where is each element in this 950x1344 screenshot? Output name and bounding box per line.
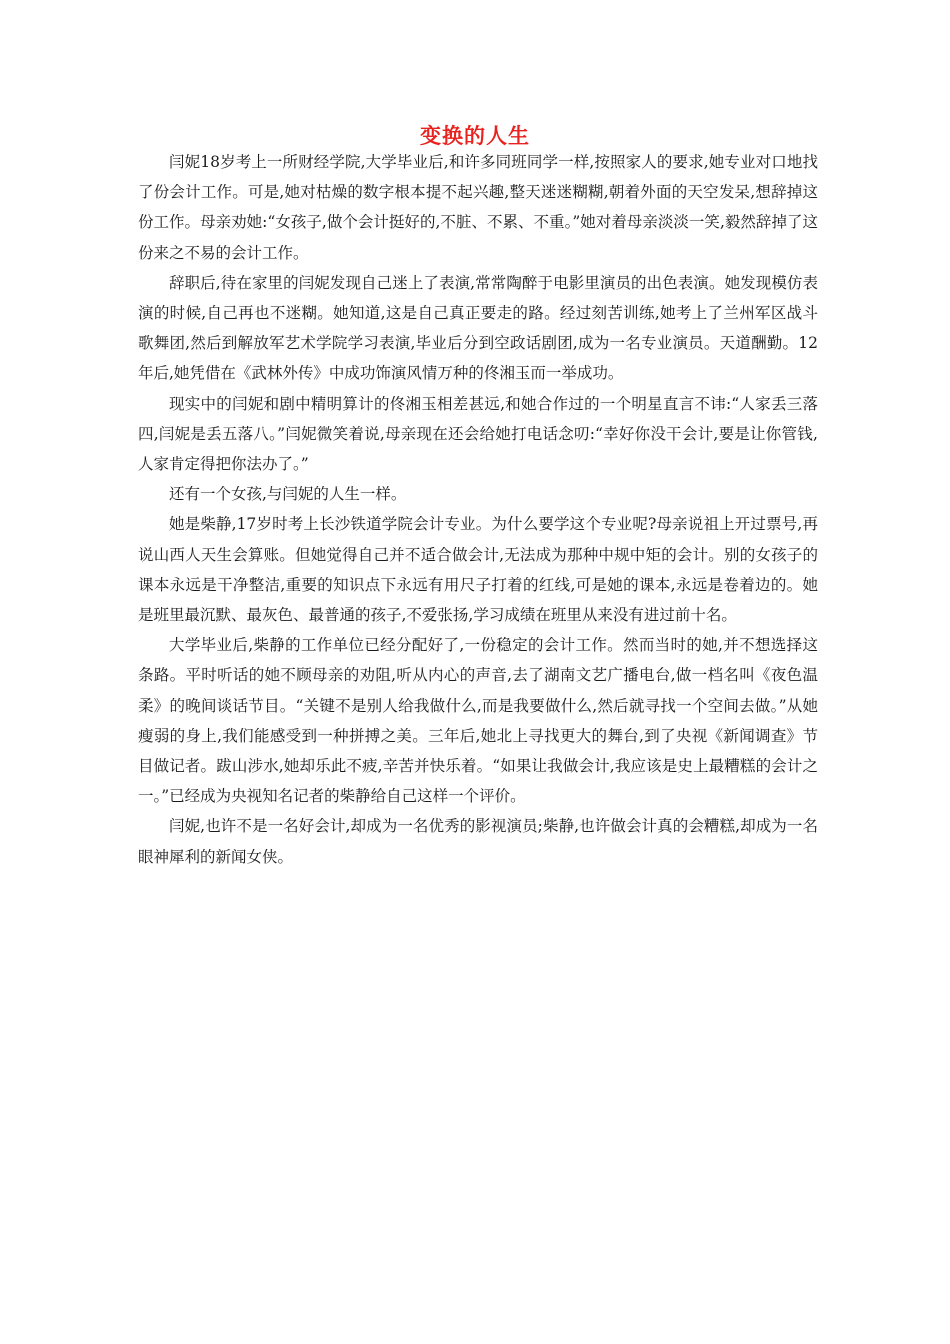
paragraph: 现实中的闫妮和剧中精明算计的佟湘玉相差甚远,和她合作过的一个明星直言不讳:“人家丢三落四,闫妮是丢五落八。”闫妮微笑着说,母亲现在还会给她打电话念叨:“幸好你没干会计,要是让你管钱,人家肯定得把你法办了。”: [138, 394, 818, 474]
paragraph: 她是柴静,17岁时考上长沙铁道学院会计专业。为什么要学这个专业呢?母亲说祖上开过票号,再说山西人天生会算账。但她觉得自己并不适合做会计,无法成为那种中规中矩的会计。别的女孩子的课本永远是干净整洁,重要的知识点下永远有用尺子打着的红线,可是她的课本,永远是卷着边的。她是班里最沉默、最灰色、最普通的孩子,不爱张扬,学习成绩在班里从来没有进过前十名。: [138, 515, 818, 625]
paragraph: 大学毕业后,柴静的工作单位已经分配好了,一份稳定的会计工作。然而当时的她,并不想选择这条路。平时听话的她不顾母亲的劝阻,听从内心的声音,去了湖南文艺广播电台,做一档名叫《夜色温柔》的晚间谈话节目。“关键不是别人给我做什么,而是我要做什么,然后就寻找一个空间去做。”从她瘦弱的身上,我们能感受到一种拼搏之美。三年后,她北上寻找更大的舞台,到了央视《新闻调查》节目做记者。跋山涉水,她却乐此不疲,辛苦并快乐着。“如果让我做会计,我应该是史上最糟糕的会计之一。”已经成为央视知名记者的柴静给自己这样一个评价。: [138, 636, 818, 806]
article-title: 变换的人生: [420, 124, 530, 148]
paragraph: 闫妮18岁考上一所财经学院,大学毕业后,和许多同班同学一样,按照家人的要求,她专业对口地找了份会计工作。可是,她对枯燥的数字根本提不起兴趣,整天迷迷糊糊,朝着外面的天空发呆,想辞掉这份工作。母亲劝她:“女孩子,做个会计挺好的,不脏、不累、不重。”她对着母亲淡淡一笑,毅然辞掉了这份来之不易的会计工作。: [138, 153, 818, 262]
article-body: [138, 147, 818, 872]
paragraph: 辞职后,待在家里的闫妮发现自己迷上了表演,常常陶醉于电影里演员的出色表演。她发现模仿表演的时候,自己再也不迷糊。她知道,这是自己真正要走的路。经过刻苦训练,她考上了兰州军区战斗歌舞团,然后到解放军艺术学院学习表演,毕业后分到空政话剧团,成为一名专业演员。天道酬勤。12年后,她凭借在《武林外传》中成功饰演风情万种的佟湘玉而一举成功。: [138, 273, 818, 383]
paragraph: 还有一个女孩,与闫妮的人生一样。: [169, 485, 407, 504]
paragraph: 闫妮,也许不是一名好会计,却成为一名优秀的影视演员;柴静,也许做会计真的会糟糕,却成为一名眼神犀利的新闻女侠。: [138, 817, 818, 866]
